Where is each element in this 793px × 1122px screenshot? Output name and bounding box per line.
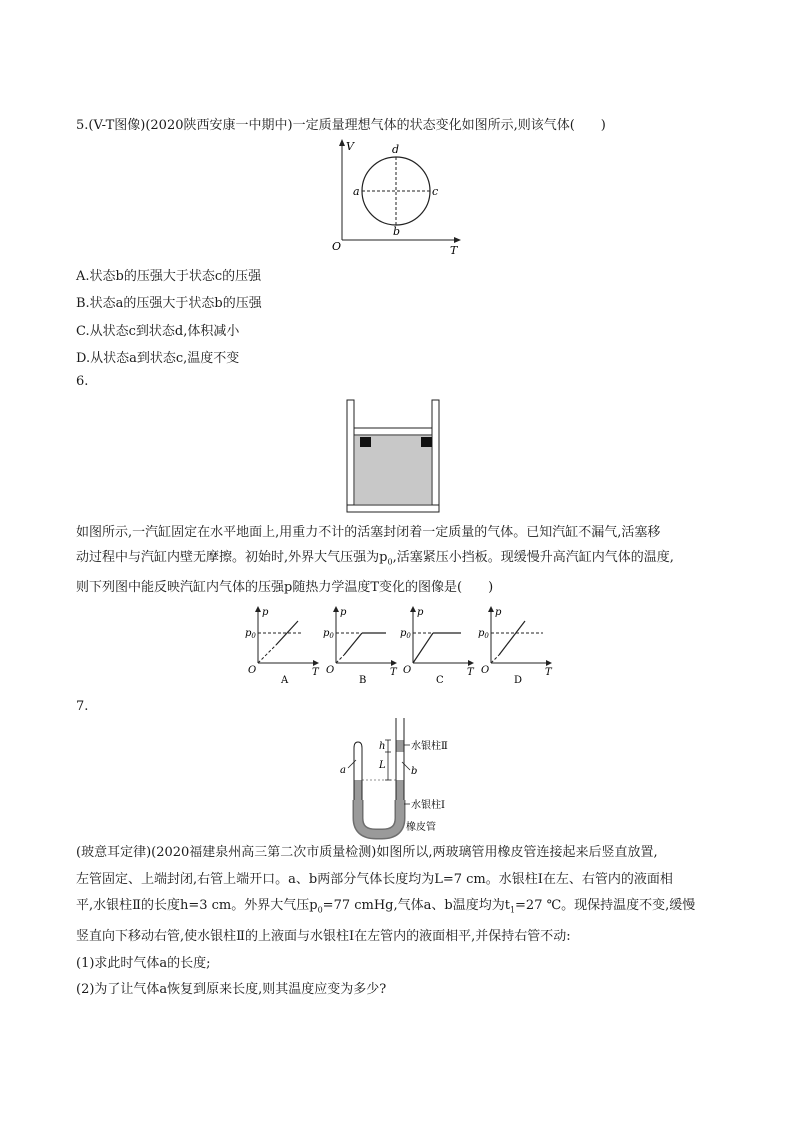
q6-graph-c [399,605,479,685]
q5-option-d: D.从状态a到状态c,温度不变 [76,351,240,366]
q6-graph-a-label: A [281,675,289,685]
q6-text-line-1: 如图所示,一汽缸固定在水平地面上,用重力不计的活塞封闭着一定质量的气体。已知汽缸不漏气,活塞移 [76,525,661,540]
q6-graph-b [322,605,402,685]
q5-point-c: c [432,185,439,198]
q5-point-b: b [393,225,401,238]
q7-text-line-2: 左管固定、上端封闭,右管上端开口。a、b两部分气体长度均为L=7 cm。水银柱Ⅰ在左、右管内的液面相 [76,871,673,887]
q6-text-line-2: 动过程中与汽缸内壁无摩擦。初始时,外界大气压强为$p_0$,活塞紧压小挡板。现缓慢升高汽缸内气体的温度, [76,550,674,567]
q7-label-rubber-tube: 橡皮管 [406,822,436,833]
q7-number: 7. [76,699,89,714]
q7-u-tube-diagram [336,718,486,843]
q7-text-line-1: (玻意耳定律)(2020福建泉州高三第二次市质量检测)如图所以,两玻璃管用橡皮管连接起来后竖直放置, [76,845,658,860]
q5-option-b: B.状态a的压强大于状态b的压强 [76,296,262,311]
svg-text:T: T [312,667,319,678]
svg-text:p: p [340,607,347,618]
q5-axis-t: T [450,244,458,257]
q5-stem: 5.(V-T图像)(2020陕西安康一中期中)一定质量理想气体的状态变化如图所示,则该气体( ) [76,118,606,133]
q7-label-L: L [379,760,386,771]
q6-graph-d [477,605,557,685]
q7-label-b: b [411,766,418,777]
q7-text-line-4: 竖直向下移动右管,使水银柱Ⅱ的上液面与水银柱Ⅰ在左管内的液面相平,并保持右管不动: [76,929,571,945]
q7-text-line-3: 平,水银柱Ⅱ的长度h=3 cm。外界大气压$p_0=77$ cmHg,气体a、b温度均为$t_1=27$ ℃。现保持温度不变,缓慢 [76,898,696,915]
svg-text:p: p [262,607,269,618]
svg-text:O: O [248,665,257,676]
svg-text:p0: $p_0$ [478,628,489,640]
q5-option-c: C.从状态c到状态d,体积减小 [76,324,240,339]
q6-text [76,520,726,600]
q6-graph-b-label: B [359,675,367,685]
q6-text-line-3: 则下列图中能反映汽缸内气体的压强p随热力学温度T变化的图像是( ) [76,579,494,595]
q5-axis-v: V [346,140,354,153]
q7-label-mercury-1: 水银柱Ⅰ [411,800,445,811]
q5-point-a: a [353,185,360,198]
svg-text:p0: $p_0$ [400,628,411,640]
svg-text:T: T [545,667,552,678]
svg-text:T: T [467,667,474,678]
svg-text:O: O [326,665,335,676]
q7-text [76,840,726,1004]
q6-graph-a [244,605,324,685]
q5-vt-diagram [326,138,466,258]
svg-text:p: p [495,607,502,618]
q5-option-a: A.状态b的压强大于状态c的压强 [76,269,262,284]
svg-text:O: O [481,665,490,676]
q6-cylinder-diagram [345,398,445,514]
svg-text:T: T [390,667,397,678]
q6-number: 6. [76,374,89,389]
svg-text:p0: $p_0$ [245,628,256,640]
svg-text:p: p [417,607,424,618]
svg-text:p0: $p_0$ [323,628,334,640]
q7-label-a: a [340,765,346,776]
q6-graph-d-label: D [514,675,523,685]
q5-origin: O [332,240,342,253]
q7-sub-question-2: (2)为了让气体a恢复到原来长度,则其温度应变为多少? [76,982,387,998]
q5-point-d: d [392,143,400,156]
svg-text:O: O [403,665,412,676]
q7-label-h: h [379,741,386,752]
q7-sub-question-1: (1)求此时气体a的长度; [76,955,211,971]
q7-label-mercury-2: 水银柱Ⅱ [411,741,448,752]
q6-graph-c-label: C [436,675,444,685]
